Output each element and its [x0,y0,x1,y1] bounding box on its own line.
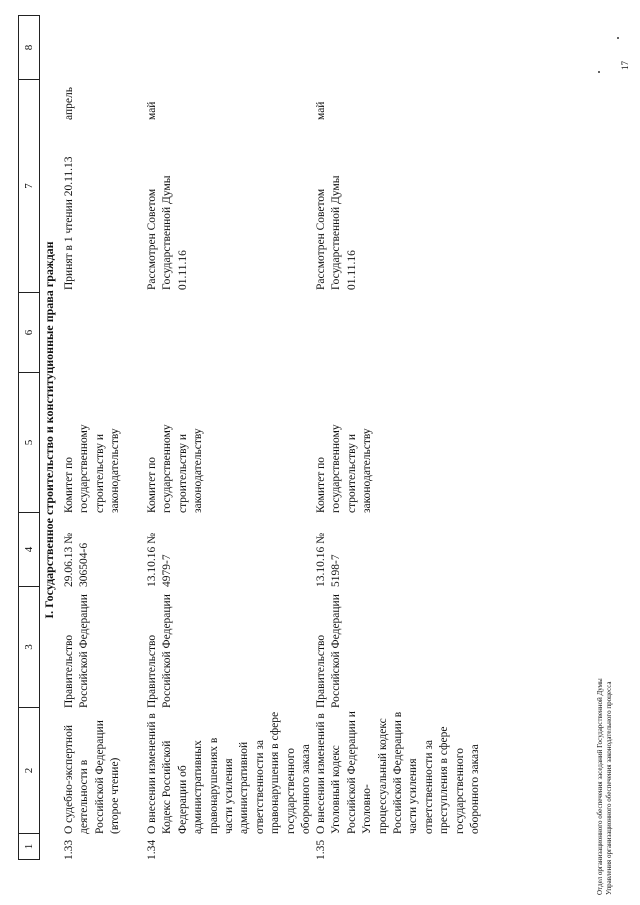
bill-registration: 13.10.16 № 5198-7 [315,532,343,587]
responsible-committee: Комитет по государственному строительству и законодательству [146,424,205,513]
header-col-3: 3 [19,586,39,707]
planned-month: май [146,101,158,120]
row-number: 1.33 [63,839,75,860]
bill-status: Рассмотрен Советом Государственной Думы 01.11.16 [146,175,189,290]
table-header-row [18,15,40,860]
footer-line-2: Управления организационного обеспечения законодательного процесса [604,681,613,895]
page-number: 17 [620,61,630,70]
bill-title: О судебно-экспертной деятельности в Российской Федерации (второе чтение) [63,720,122,834]
bill-initiator: Правительство Российской Федерации [63,594,91,708]
header-col-6: 6 [19,292,39,372]
bill-initiator: Правительство Российской Федерации [315,594,343,708]
header-col-1: 1 [19,833,39,859]
planned-month: апрель [63,87,75,120]
bill-status: Рассмотрен Советом Государственной Думы 01.11.16 [315,175,358,290]
responsible-committee: Комитет по государственному строительству и законодательству [63,424,122,513]
header-col-2: 2 [19,707,39,833]
planned-month: май [315,101,327,120]
footer-line-1: Отдел организационного обеспечения заседаний Государственной Думы [596,678,604,895]
bill-title: О внесении изменений в Уголовный кодекс Российской Федерации и Уголовно-процессуальный кодекс Российской Федерации в части усиления ответственности за преступления в сфере государственного оборонного заказа [315,711,482,834]
bill-registration: 13.10.16 № 4979-7 [146,532,174,587]
bill-initiator: Правительство Российской Федерации [146,594,174,708]
header-col-8: 8 [23,44,35,51]
page-footer [596,678,613,895]
header-col-5: 5 [19,372,39,512]
row-number: 1.34 [146,839,158,860]
section-title: I. Государственное строительство и конституционные права граждан [42,241,56,619]
scan-speck [617,37,619,39]
bill-registration: 29.06.13 № 306504-6 [63,532,91,587]
bill-title: О внесении изменений в Кодекс Российской Федерации об административных правонарушениях в части усиления административной ответственности за правонарушения в сфере государственного оборонного заказа [146,711,313,834]
scan-speck [598,71,600,73]
responsible-committee: Комитет по государственному строительству и законодательству [315,424,374,513]
legislation-table [18,15,618,860]
bill-status: Принят в 1 чтении 20.11.13 [63,156,75,290]
row-number: 1.35 [315,839,327,860]
header-col-4: 4 [19,512,39,586]
header-col-7: 7 [19,79,39,292]
